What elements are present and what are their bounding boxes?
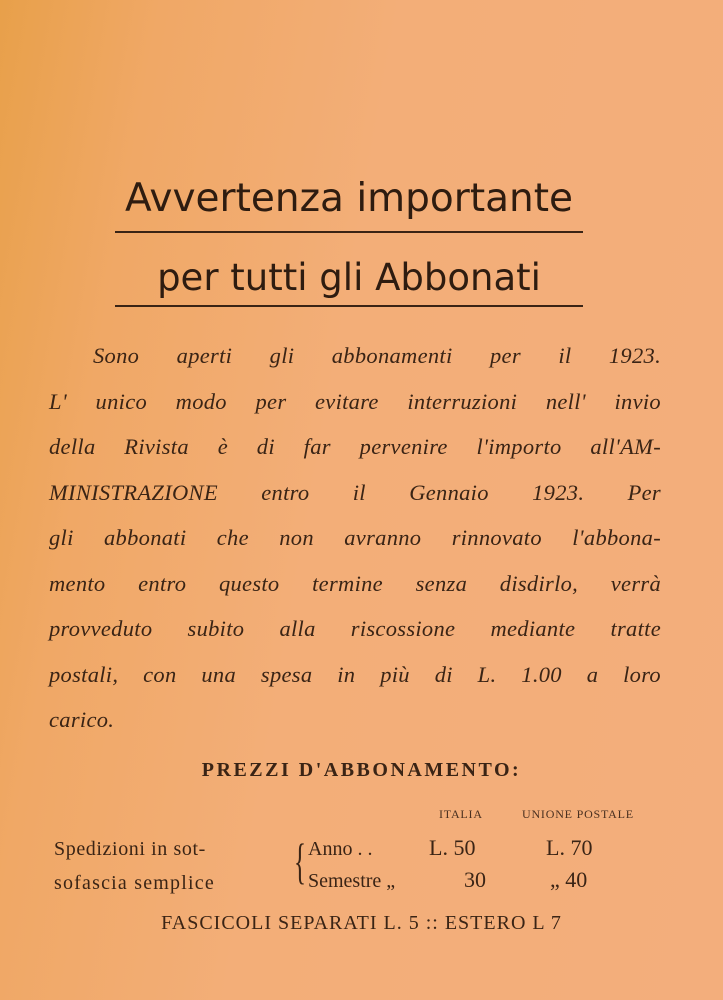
shipping-label-line-1: Spedizioni in sot- xyxy=(54,838,206,860)
paragraph-line: della Rivista è di far pervenire l'importo all'AM- xyxy=(49,434,661,459)
notice-paragraph xyxy=(49,333,661,743)
heading-line-2: per tutti gli Abbonati xyxy=(157,256,541,299)
prices-title: PREZZI D'ABBONAMENTO: xyxy=(201,759,522,781)
column-header-unione-postale: UNIONE POSTALE xyxy=(522,807,634,821)
paragraph-line: Sono aperti gli abbonamenti per il 1923. xyxy=(93,343,661,368)
price-unione-annual: L. 70 xyxy=(546,835,593,860)
period-semester: Semestre „ xyxy=(308,870,396,892)
brace-mark: { xyxy=(294,833,306,889)
heading-underline-2 xyxy=(115,305,583,307)
paragraph-line: L' unico modo per evitare interruzioni nell' invio xyxy=(49,388,661,414)
heading-underline-1 xyxy=(115,231,583,233)
paragraph-line: gli abbonati che non avranno rinnovato l'abbona- xyxy=(49,525,661,550)
paragraph-line: carico. xyxy=(49,707,115,732)
column-header-italia: ITALIA xyxy=(439,807,483,821)
paragraph-line: MINISTRAZIONE entro il Gennaio 1923. Per xyxy=(49,479,661,505)
price-italia-semester: 30 xyxy=(464,867,486,892)
paragraph-line: postali, con una spesa in più di L. 1.00 a loro xyxy=(49,661,661,687)
price-italia-annual: L. 50 xyxy=(429,835,476,860)
heading-line-1: Avvertenza importante xyxy=(124,176,574,221)
period-annual: Anno . . xyxy=(308,838,373,860)
price-unione-semester: „ 40 xyxy=(550,867,588,892)
paragraph-line: provveduto subito alla riscossione mediante tratte xyxy=(49,616,661,641)
paragraph-line: mento entro questo termine senza disdirlo, verrà xyxy=(49,570,661,596)
single-issue-prices: FASCICOLI SEPARATI L. 5 :: ESTERO L 7 xyxy=(161,912,562,934)
shipping-label-line-2: sofascia semplice xyxy=(54,872,215,894)
